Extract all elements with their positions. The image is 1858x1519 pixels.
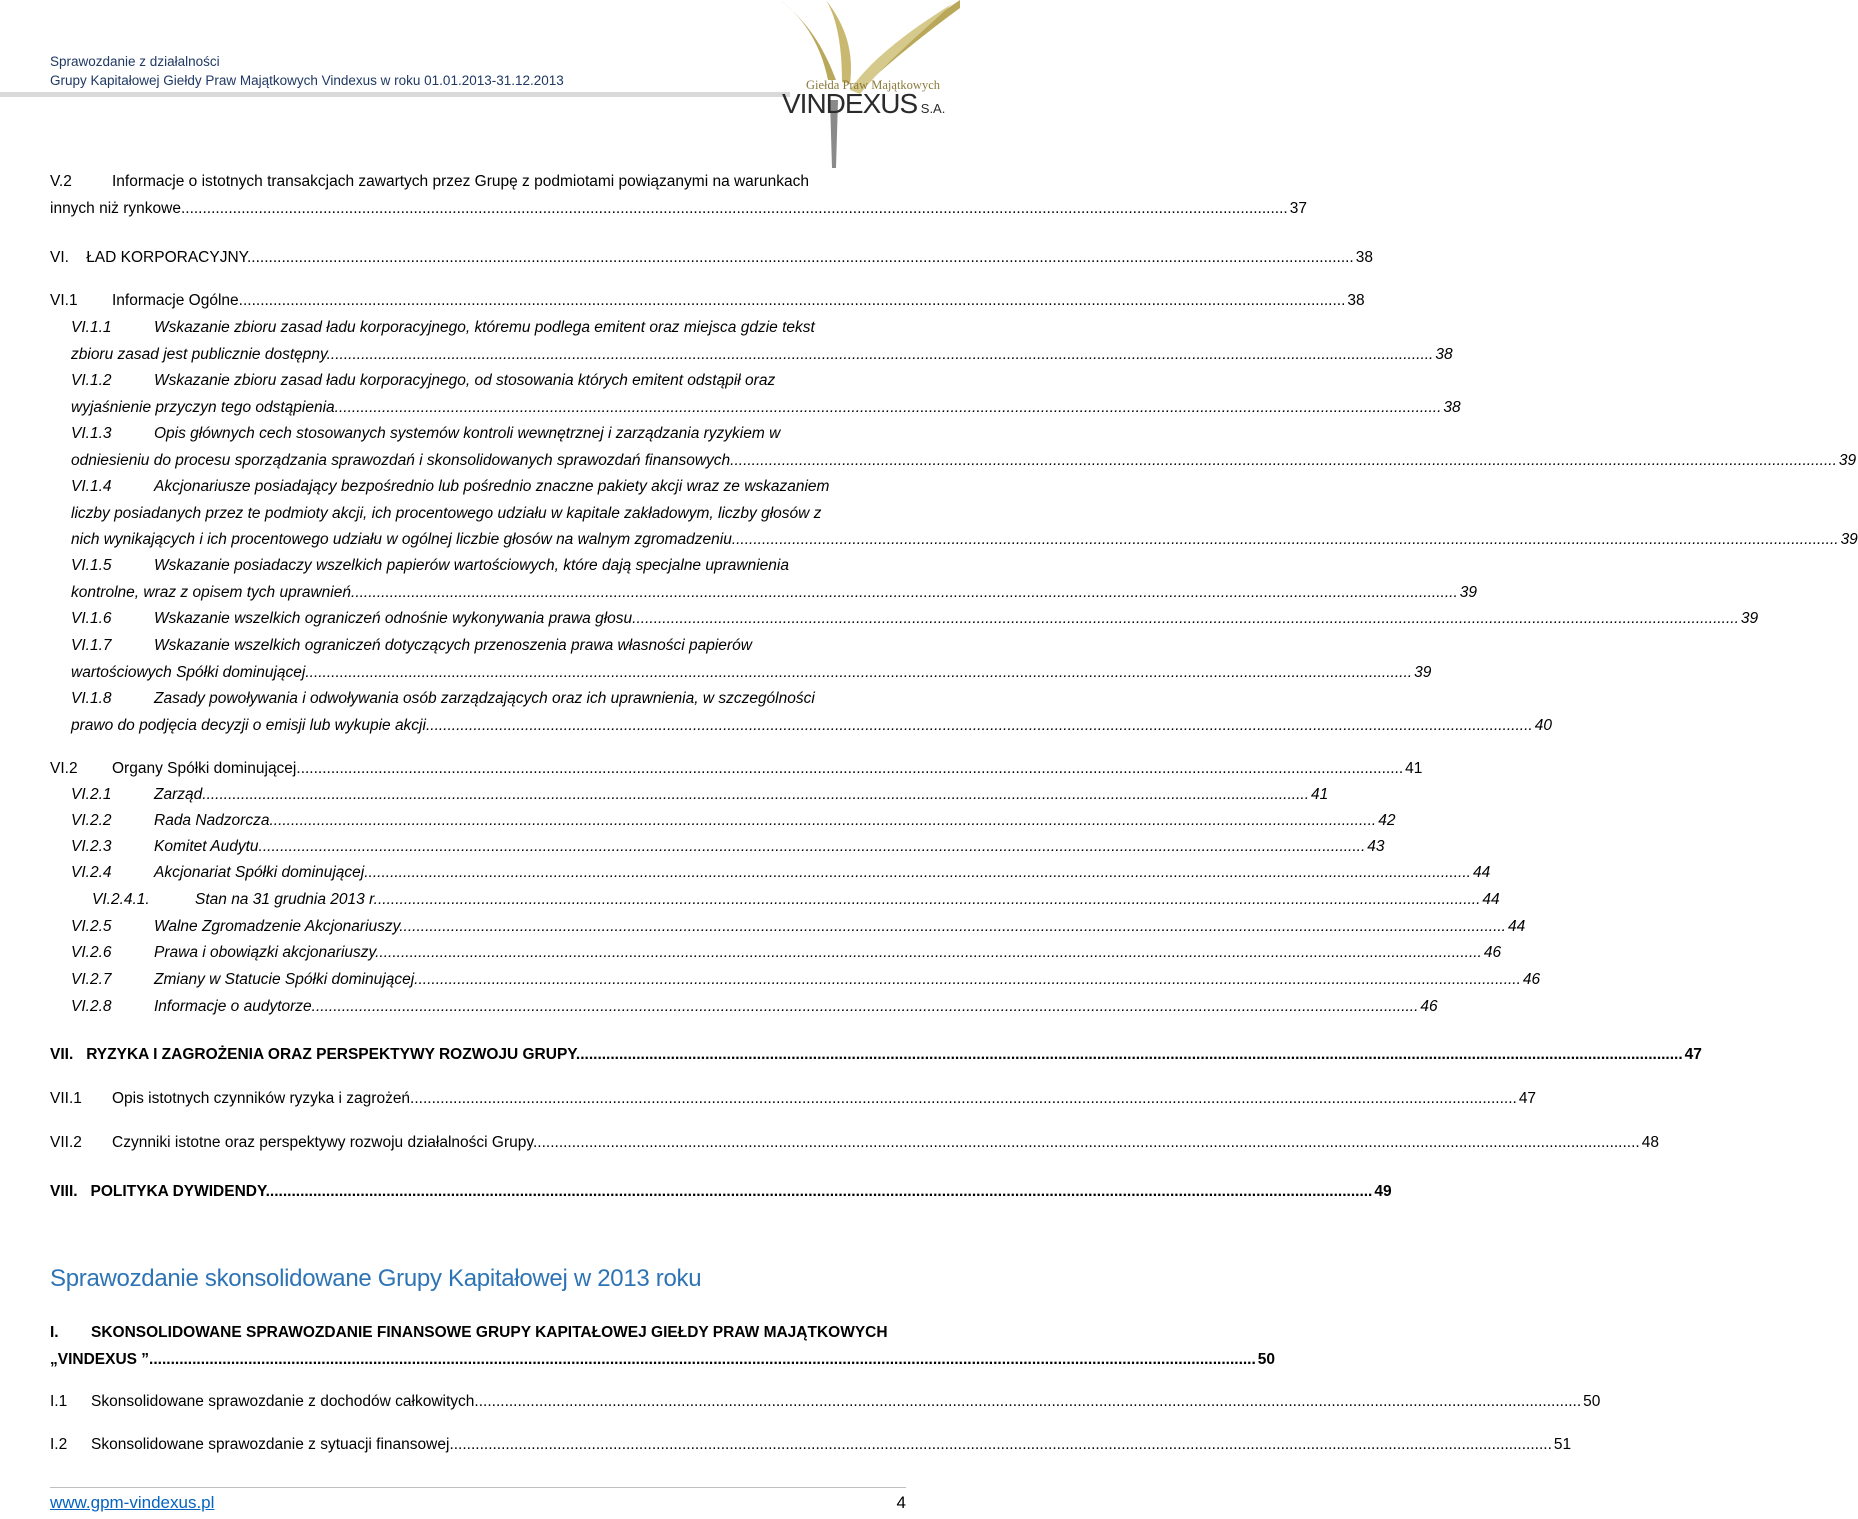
toc-entry-page: 38: [1355, 249, 1373, 266]
toc-entry-page: 39: [1840, 531, 1858, 548]
toc-entry[interactable]: [71, 994, 1438, 1021]
toc-entry[interactable]: [50, 1432, 1572, 1459]
toc-entry-text: Wskazanie zbioru zasad ładu korporacyjnego, od stosowania których emitent odstąpił oraz: [154, 372, 776, 389]
toc-entry-text: „VINDEXUS ”.: [50, 1350, 154, 1368]
toc-entry-page: 41: [1405, 760, 1423, 777]
toc-entry-text: Komitet Audytu.: [154, 838, 263, 855]
toc-entry-number: VII.1: [50, 1090, 82, 1107]
logo-wordmark-sa: S.A.: [917, 101, 946, 116]
toc-entry-number: VI.2.6: [71, 944, 112, 961]
vindexus-logo: [780, 0, 960, 170]
toc-entry-number: VIII.: [50, 1183, 78, 1200]
toc-entry-text: Rada Nadzorcza.: [154, 812, 274, 829]
toc-entry-title: ŁAD KORPORACYJNY.: [86, 249, 252, 266]
toc-entry-number: VI.2.2: [71, 812, 112, 829]
toc-entry-text: odniesieniu do procesu sporządzania sprawozdań i skonsolidowanych sprawozdań finansowych.: [71, 451, 735, 469]
toc-entry-text: Akcjonariat Spółki dominującej.: [154, 864, 369, 881]
toc-entry-page: 39: [1740, 610, 1759, 627]
toc-entry-text: liczby posiadanych przez te podmioty akcji, ich procentowego udziału w kapitale zakładowym, liczby głosów z: [71, 504, 822, 522]
toc-entry-number: VI.1.6: [71, 610, 112, 627]
toc-entry-text: Wskazanie zbioru zasad ładu korporacyjnego, któremu podlega emitent oraz miejsca gdzie tekst: [154, 319, 815, 336]
toc-entry[interactable]: [50, 1389, 1601, 1416]
toc-entry[interactable]: [50, 245, 1373, 272]
toc-entry-text: wartościowych Spółki dominującej.: [71, 663, 310, 681]
logo-wordmark: [782, 88, 945, 120]
toc-entry-text: Wskazanie wszelkich ograniczeń odnośnie wykonywania prawa głosu.: [154, 610, 637, 627]
toc-entry[interactable]: [50, 1179, 1392, 1206]
toc-entry-text: Akcjonariusze posiadający bezpośrednio lub pośrednio znaczne pakiety akcji wraz ze wskazaniem: [154, 478, 830, 495]
toc-entry-page: 39: [1459, 583, 1477, 601]
toc-entry[interactable]: [71, 474, 1858, 554]
toc-entry-text: Informacje Ogólne.: [112, 292, 243, 309]
toc-entry-text: Organy Spółki dominującej.: [112, 760, 301, 777]
toc-entry[interactable]: [50, 756, 1423, 783]
toc-entry-number: I.1: [50, 1393, 68, 1410]
toc-entry[interactable]: [50, 169, 1307, 222]
toc-entry[interactable]: [71, 808, 1396, 835]
toc-entry-text: Skonsolidowane sprawozdanie z dochodów całkowitych.: [91, 1393, 479, 1410]
toc-entry[interactable]: [71, 553, 1477, 606]
toc-entry[interactable]: [50, 1042, 1702, 1069]
toc-entry-page: 38: [1435, 345, 1453, 363]
toc-entry-page: 47: [1518, 1090, 1537, 1107]
toc-entry-page: 46: [1522, 971, 1541, 988]
toc-entry-number: VII.2: [50, 1134, 82, 1151]
toc-entry-number: V.2: [50, 173, 72, 190]
toc-entry-text: Walne Zgromadzenie Akcjonariuszy.: [154, 918, 404, 935]
toc-entry-text: Informacje o istotnych transakcjach zawartych przez Grupę z podmiotami powiązanymi na warunkach: [112, 173, 809, 190]
toc-entry-page: 40: [1534, 716, 1552, 734]
toc-entry-title: RYZYKA I ZAGROŻENIA ORAZ PERSPEKTYWY ROZWOJU GRUPY.: [86, 1046, 581, 1063]
footer-website-link[interactable]: www.gpm-vindexus.pl: [50, 1493, 215, 1512]
toc-entry-text: [50, 1179, 270, 1206]
toc-entry-page: 39: [1414, 663, 1432, 681]
header-rule: [0, 92, 790, 97]
toc-entry-page: 48: [1641, 1134, 1659, 1151]
toc-entry-text: [50, 245, 251, 272]
toc-entry-number: VI.1.4: [71, 478, 112, 495]
toc-entry-text: Stan na 31 grudnia 2013 r.: [195, 891, 378, 908]
toc-entry-number: VI.2.4.1.: [92, 891, 150, 908]
toc-entry[interactable]: [71, 606, 1759, 633]
toc-entry-text: Informacje o audytorze.: [154, 998, 316, 1015]
toc-entry[interactable]: [71, 834, 1385, 861]
toc-entry[interactable]: [71, 633, 1432, 686]
toc-entry[interactable]: [50, 288, 1365, 315]
toc-entry-text: Wskazanie wszelkich ograniczeń dotyczących przenoszenia prawa własności papierów: [154, 637, 752, 654]
toc-entry[interactable]: [92, 887, 1500, 914]
toc-entry-number: VI.2.4: [71, 864, 112, 881]
toc-entry-page: 49: [1374, 1183, 1392, 1200]
toc-entry-text: [50, 1042, 580, 1069]
toc-entry[interactable]: [71, 860, 1491, 887]
toc-entry-number: VI.2.7: [71, 971, 112, 988]
toc-entry-number: VI.2.1: [71, 786, 112, 803]
toc-entry-number: VII.: [50, 1046, 74, 1063]
toc-entry-text: Wskazanie posiadaczy wszelkich papierów wartościowych, które dają specjalne uprawnienia: [154, 557, 789, 574]
toc-entry-text: Zmiany w Statucie Spółki dominującej.: [154, 971, 419, 988]
toc-entry-number: VI.1.5: [71, 557, 112, 574]
toc-entry[interactable]: [71, 421, 1857, 474]
toc-entry[interactable]: [71, 686, 1552, 739]
toc-entry-text: innych niż rynkowe.: [50, 199, 186, 217]
toc-entry-text: Prawa i obowiązki akcjonariuszy.: [154, 944, 380, 961]
toc-entry-number: VI.1.2: [71, 372, 112, 389]
toc-entry[interactable]: [50, 1086, 1537, 1113]
toc-entry-page: 50: [1257, 1350, 1276, 1368]
toc-entry-page: 47: [1684, 1046, 1702, 1063]
toc-entry-number: VI.1: [50, 292, 78, 309]
section-title: Sprawozdanie skonsolidowane Grupy Kapitałowej w 2013 roku: [50, 1265, 702, 1292]
toc-entry-text: Zasady powoływania i odwoływania osób zarządzających oraz ich uprawnienia, w szczególności: [154, 690, 815, 707]
toc-entry-text: wyjaśnienie przyczyn tego odstąpienia.: [71, 398, 339, 416]
toc-entry-page: 37: [1289, 199, 1307, 217]
toc-entry-text: Czynniki istotne oraz perspektywy rozwoju działalności Grupy.: [112, 1134, 538, 1151]
toc-entry-page: 39: [1838, 451, 1857, 469]
toc-entry-text: Opis głównych cech stosowanych systemów kontroli wewnętrznej i zarządzania ryzykiem w: [154, 425, 781, 442]
toc-entry-page: 50: [1583, 1393, 1601, 1410]
toc-entry[interactable]: [71, 914, 1526, 941]
header-line-1: Sprawozdanie z działalności: [50, 54, 220, 69]
logo-wordmark-name: VINDEXUS: [782, 88, 918, 119]
toc-entry-text: SKONSOLIDOWANE SPRAWOZDANIE FINANSOWE GRUPY KAPITAŁOWEJ GIEŁDY PRAW MAJĄTKOWYCH: [91, 1324, 888, 1341]
toc-entry-number: VI.2.5: [71, 918, 112, 935]
toc-entry[interactable]: [50, 1320, 1276, 1373]
toc-entry[interactable]: [71, 967, 1541, 994]
toc-entry-text: prawo do podjęcia decyzji o emisji lub wykupie akcji.: [71, 716, 431, 734]
header-line-2: Grupy Kapitałowej Giełdy Praw Majątkowych Vindexus w roku 01.01.2013-31.12.2013: [50, 73, 564, 88]
toc-entry-number: VI.2: [50, 760, 78, 777]
toc-entry[interactable]: [71, 940, 1502, 967]
toc-entry-number: VI.1.7: [71, 637, 112, 654]
toc-entry-number: VI.2.8: [71, 998, 112, 1015]
toc-entry-text: Opis istotnych czynników ryzyka i zagrożeń.: [112, 1090, 415, 1107]
toc-entry-page: 38: [1347, 292, 1365, 309]
toc-entry-title: POLITYKA DYWIDENDY.: [90, 1183, 270, 1200]
toc-entry[interactable]: [71, 315, 1453, 368]
toc-entry-page: 41: [1311, 786, 1329, 803]
page-number: 4: [896, 1493, 906, 1512]
toc-entry-number: I.2: [50, 1436, 68, 1453]
toc-entry-page: 44: [1507, 918, 1526, 935]
toc-entry-text: Zarząd.: [154, 786, 207, 803]
toc-entry-page: 38: [1443, 398, 1461, 416]
toc-entry-number: I.: [50, 1324, 59, 1341]
toc-entry[interactable]: [71, 782, 1329, 809]
toc-entry-number: VI.1.3: [71, 425, 112, 442]
toc-entry-text: nich wynikających i ich procentowego udziału w ogólnej liczbie głosów na walnym zgromadzeniu.: [71, 531, 737, 548]
toc-entry-page: 46: [1483, 944, 1502, 961]
footer-rule: [50, 1487, 906, 1488]
toc-entry-text: Skonsolidowane sprawozdanie z sytuacji finansowej: [91, 1436, 450, 1453]
toc-entry[interactable]: [71, 368, 1461, 421]
toc-entry[interactable]: [50, 1130, 1659, 1157]
toc-entry-number: VI.: [50, 249, 69, 266]
toc-entry-number: VI.1.8: [71, 690, 112, 707]
toc-entry-page: 44: [1482, 891, 1500, 908]
toc-entry-text: kontrolne, wraz z opisem tych uprawnień.: [71, 583, 356, 601]
logo-subtitle: Giełda Praw Majątkowych: [806, 78, 940, 92]
toc-entry-page: 43: [1367, 838, 1385, 855]
toc-entry-page: 44: [1472, 864, 1491, 881]
toc-entry-page: 51: [1553, 1436, 1572, 1453]
toc-entry-page: 42: [1378, 812, 1396, 829]
toc-entry-number: VI.1.1: [71, 319, 112, 336]
toc-entry-text: zbioru zasad jest publicznie dostępny.: [71, 345, 331, 363]
toc-entry-number: VI.2.3: [71, 838, 112, 855]
document-header: [50, 52, 564, 90]
toc-entry-page: 46: [1420, 998, 1438, 1015]
